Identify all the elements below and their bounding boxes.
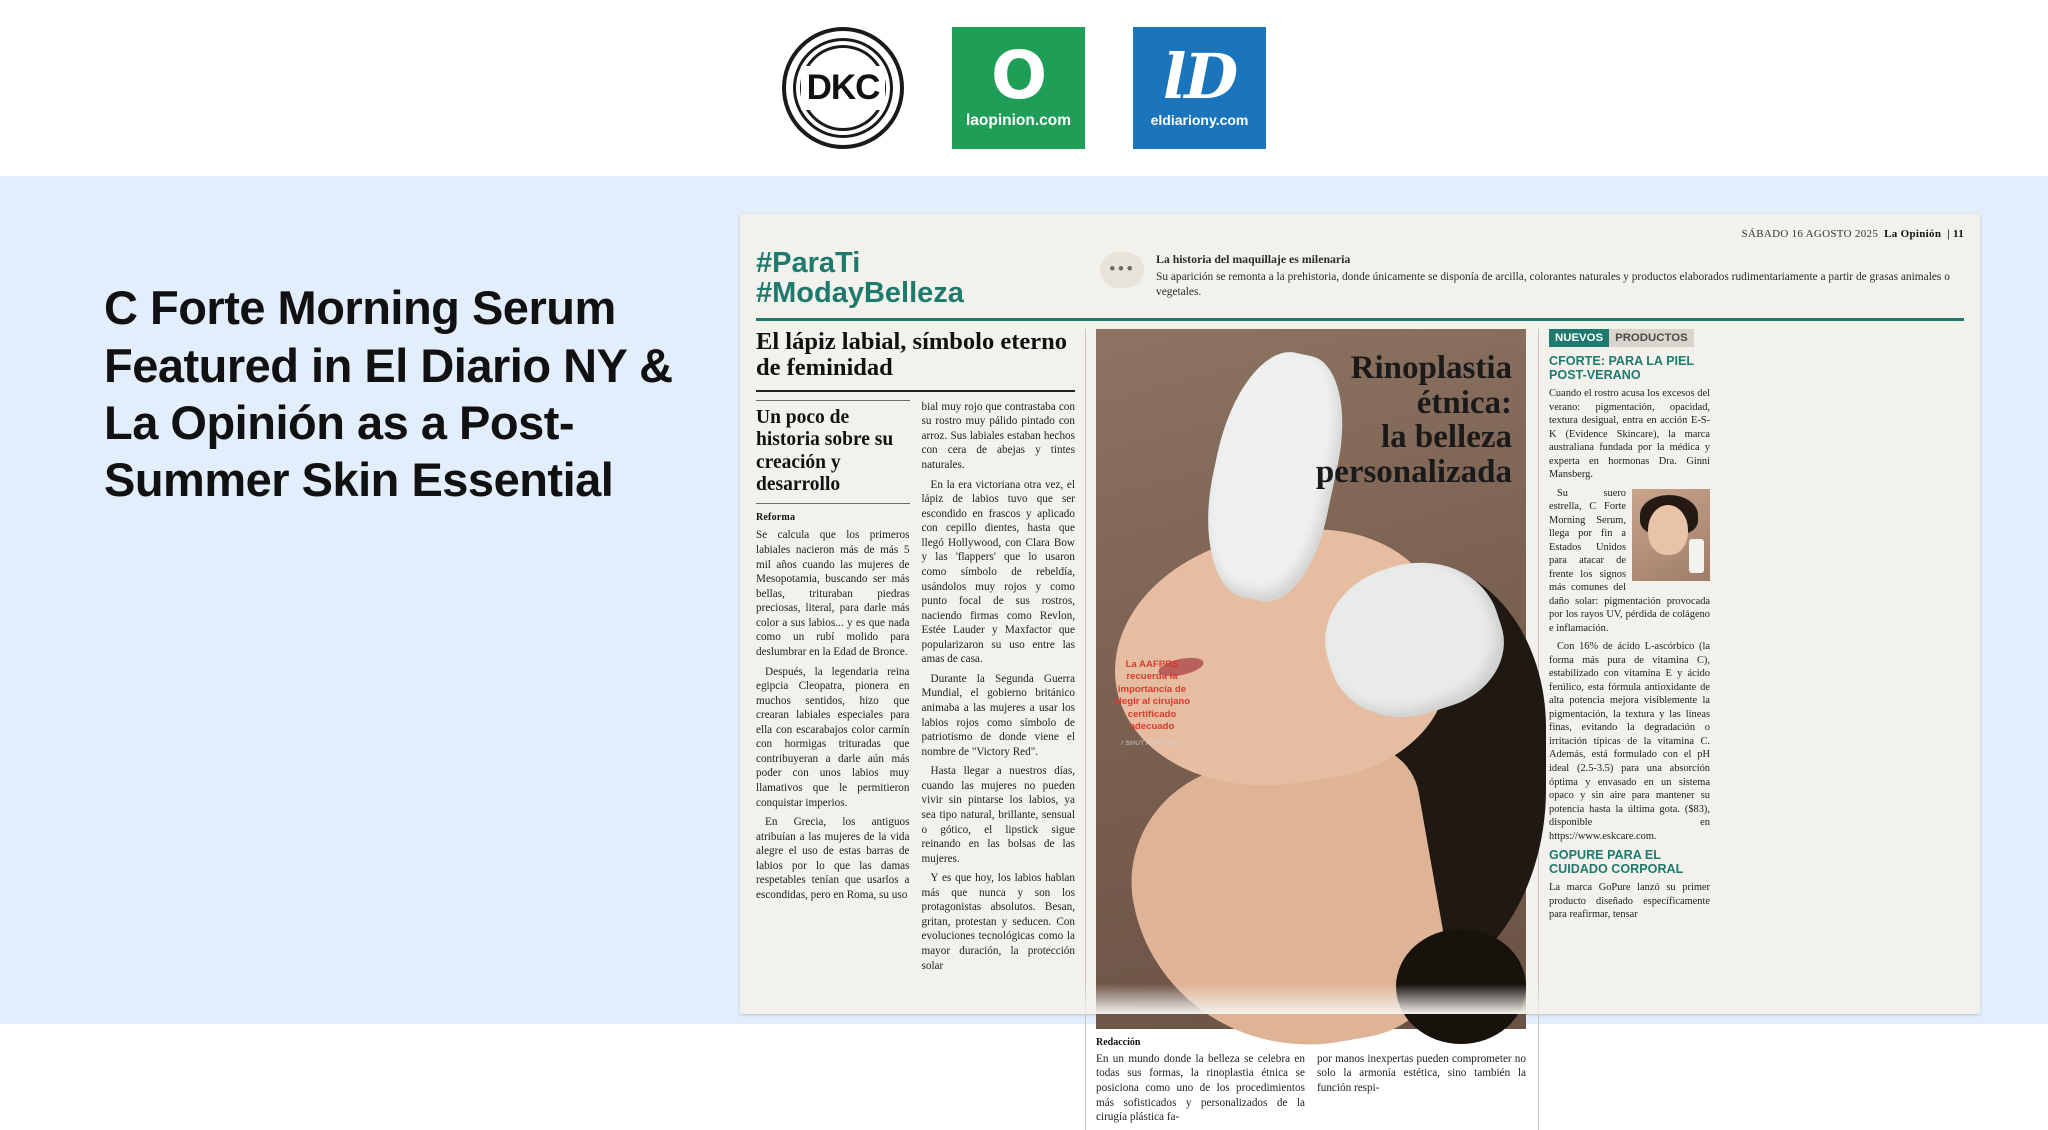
article-columns xyxy=(756,329,1964,1130)
center-article-col1 xyxy=(1096,1052,1305,1130)
history-note xyxy=(1100,248,1964,300)
paragraph: Después, la legendaria reina egipcia Cleopatra, pionera en muchos sentidos, hizo que crearan labiales especiales para ella con escarabajos color carmín con hormigas trituradas que contribuyeran a darle aún más poder con unos labios muy llamativos que le permitieron conquistar imperios. xyxy=(756,665,910,809)
center-article-title xyxy=(1212,351,1512,490)
paragraph: bial muy rojo que contrastaba con su rostro muy pálido pintado con arroz. Sus labiales estaban hechos con cera de abejas y tintes naturales. xyxy=(921,400,1075,472)
left-article-rule xyxy=(756,390,1075,392)
section-tag-line2: #ModayBelleza xyxy=(756,277,964,310)
la-opinion-url: laopinion.com xyxy=(965,112,1072,130)
center-article-title-line4: personalizada xyxy=(1315,453,1512,490)
dkc-logo-label: DKC xyxy=(801,66,886,110)
product-1-body xyxy=(1549,387,1710,843)
masthead-row xyxy=(756,248,1964,309)
paragraph: Durante la Segunda Guerra Mundial, el gobierno británico animaba a las mujeres a usar los labios rojos como símbolo de patriotismo de donde viene el nombre de "Victory Red". xyxy=(921,672,1075,758)
el-diario-mark: lD xyxy=(1162,39,1237,113)
badge-productos: PRODUCTOS xyxy=(1609,329,1694,347)
center-article-col2 xyxy=(1317,1052,1526,1130)
photo-credit: / SHUTTERSTOCK xyxy=(1121,739,1183,747)
thumbnail-bottle-shape xyxy=(1689,539,1704,573)
paragraph: Con 16% de ácido L-ascórbico (la forma más pura de vitamina C), estabilizado con vitamina E y ácido ferúlico, esta fórmula antioxidante de alta potencia mejora visiblemente la pigmentación, la textura y las líneas finas, evitando la degradación o irritación típicas de la vitamina C. Además, está formulado con el pH ideal (2.5-3.5) para una absorción óptima y envasado en un sistema opaco y sin aire para mantener su potencia hasta la última gota. ($83), disponible en https://www.eskcare.com. xyxy=(1549,641,1710,842)
paragraph: La marca GoPure lanzó su primer producto diseñado específicamente para reafirmar, tensar xyxy=(1549,882,1710,921)
left-article-title: El lápiz labial, símbolo eterno de feminidad xyxy=(756,327,1068,382)
product-2-title: GOPURE PARA EL CUIDADO CORPORAL xyxy=(1549,848,1684,877)
section-tag xyxy=(756,248,1086,309)
paragraph: por manos inexpertas pueden comprometer no solo la armonía estética, sino también la función respi- xyxy=(1317,1052,1526,1094)
left-article-col2-text xyxy=(922,400,1076,973)
left-article-subhead: Un poco de historia sobre su creación y desarrollo xyxy=(756,400,910,505)
clipping-date: SÁBADO 16 AGOSTO 2025 xyxy=(1741,228,1879,240)
left-article xyxy=(756,329,1086,1130)
photo-neck-shape xyxy=(1113,735,1459,1073)
paragraph: Y es que hoy, los labios hablan más que nunca y son los protagonistas absolutos. Besan, gritan, protestan y seducen. Con evoluciones tecnológicas como la mayor duración, la protección solar xyxy=(921,872,1075,972)
thumbnail-face-shape xyxy=(1648,505,1688,555)
product-1-title: CFORTE: PARA LA PIEL POST-VERANO xyxy=(1549,353,1694,382)
paragraph: En la era victoriana otra vez, el lápiz de labios tuvo que ser escondido en frascos y aplicado con cepillo dientes, hasta que llegó Hollywood, con Clara Bow y las 'flappers' que lo usaron como símbolo de rebeldía, usándolos muy rojos y como punto focal de sus rostros, naciendo firmas como Revlon, Estée Lauder y Maxfactor que popularizaron su uso entre las amas de casa. xyxy=(921,478,1075,666)
center-article-title-line2: étnica: xyxy=(1416,384,1512,421)
left-article-col2 xyxy=(922,400,1076,978)
center-article-callout xyxy=(1106,659,1198,748)
center-article xyxy=(1096,329,1526,1130)
la-opinion-mark: O xyxy=(990,36,1047,114)
clipping-page-number: | 11 xyxy=(1947,228,1964,240)
clipping-publication: La Opinión xyxy=(1884,228,1942,240)
newspaper-clipping xyxy=(740,214,1980,1124)
speech-bubble-icon: ••• xyxy=(1100,252,1144,288)
el-diario-logo xyxy=(1133,27,1266,149)
center-article-callout-text: La AAFPRS recuerda la importancia de elegir al cirujano certificado adecuado xyxy=(1113,658,1191,733)
left-article-col1-text xyxy=(756,528,910,902)
new-products-badge xyxy=(1549,329,1710,347)
paragraph: Cuando el rostro acusa los excesos del verano: pigmentación, opacidad, textura desigual, entra en acción E-S-K (Evidence Skincare), la marca australiana fundada por la médica y experta en hormonas Dra. Ginni Mansberg. xyxy=(1549,388,1710,481)
el-diario-url: eldiariony.com xyxy=(1150,112,1249,129)
rhinoplasty-photo xyxy=(1096,329,1526,1029)
clipping-dateline-row xyxy=(756,228,1964,240)
center-article-title-line1: Rinoplastia xyxy=(1350,349,1512,386)
history-note-text xyxy=(1156,252,1964,300)
paragraph: En Grecia, los antiguos atribuían a las mujeres de la vida alegre el uso de estas barras de labios por lo que las damas respetables tenían que usarlos a escondidas, pero en Roma, su uso xyxy=(756,816,910,901)
left-article-col1 xyxy=(756,400,910,978)
la-opinion-logo xyxy=(952,27,1085,149)
center-article-title-line3: la belleza xyxy=(1380,419,1512,456)
history-note-title: La historia del maquillaje es milenaria xyxy=(1156,252,1351,266)
logo-bar xyxy=(0,0,2048,176)
center-article-byline: Redacción xyxy=(1096,1036,1141,1048)
section-divider xyxy=(756,318,1964,321)
paragraph: Se calcula que los primeros labiales nacieron más de más 5 mil años cuando las mujeres de Mesopotamia, buscando ser más bellas, trituraban piedras preciosas, literal, para darle más color a sus labios... y es que nada como un rubí molido para deslumbrar en la Edad de Bronce. xyxy=(756,529,910,658)
badge-nuevos: NUEVOS xyxy=(1549,329,1609,347)
photo-hair-bun-shape xyxy=(1396,929,1526,1044)
dkc-logo xyxy=(782,27,904,149)
left-article-kicker: Reforma xyxy=(756,512,796,524)
content-area xyxy=(0,176,2048,1124)
page-title: C Forte Morning Serum Featured in El Diario NY & La Opinión as a Post-Summer Skin Essential xyxy=(104,281,673,507)
product-thumbnail xyxy=(1632,489,1710,581)
paragraph: En un mundo donde la belleza se celebra en todas sus formas, la rinoplastia étnica se posiciona como uno de los procedimientos más sofisticados y personalizados de la cirugía plástica fa- xyxy=(1096,1052,1305,1124)
right-column xyxy=(1538,329,1710,1130)
paragraph: Hasta llegar a nuestros días, cuando las mujeres no pueden vivir sin pintarse los labios, ya sea tipo natural, brillante, sensual o gótico, el lipstick sigue reinando en las bolsas de las mujeres. xyxy=(921,765,1075,865)
paragraph: Su suero estrella, C Forte Morning Serum, llega por fin a Estados Unidos para atacar de frente los signos más comunes del daño solar: pigmentación provocada por los rayos UV, pérdida de colágeno e inflamación. xyxy=(1549,487,1710,634)
product-2-body xyxy=(1549,881,1710,922)
section-tag-line1: #ParaTi xyxy=(756,247,861,279)
history-note-body: Su aparición se remonta a la prehistoria, donde únicamente se disponía de arcilla, colorantes naturales y productos elaborados rudimentariamente a partir de grasas animales o vegetales. xyxy=(1156,270,1950,298)
